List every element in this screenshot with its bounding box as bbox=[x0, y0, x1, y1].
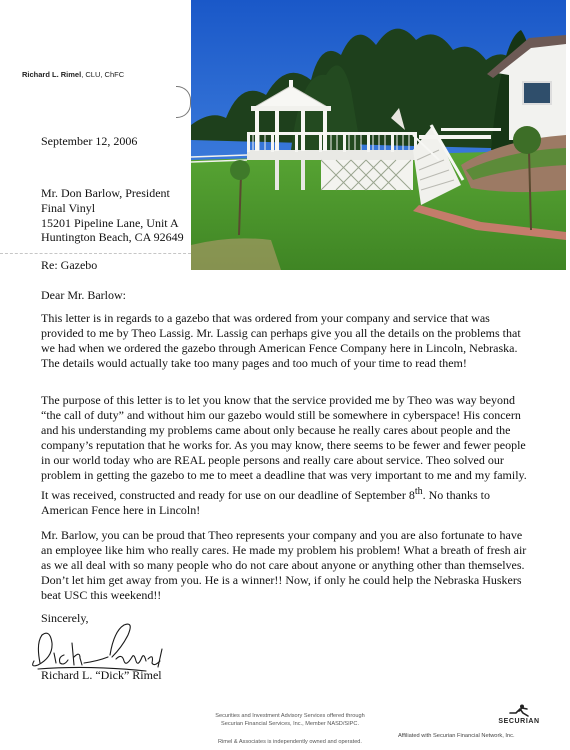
ordinal-suffix: th bbox=[414, 485, 423, 497]
footer-affiliation: Affiliated with Securian Financial Network, Inc. bbox=[398, 733, 515, 739]
closing: Sincerely, bbox=[41, 611, 89, 625]
body-paragraph-2 bbox=[41, 393, 531, 518]
salutation: Dear Mr. Barlow: bbox=[41, 288, 126, 302]
body-paragraph-1: This letter is in regards to a gazebo that was ordered from your company and service that was provided to me by Theo Lassig. Mr. Lassig can perhaps give you all the details on the problems that we had when we ordered the gazebo through American Fence Company here in Lincoln, Nebraska. The details would actually take too many pages and too much of your time to read them! bbox=[41, 311, 521, 371]
dashed-divider bbox=[0, 253, 191, 254]
footer-line: Securities and Investment Advisory Services offered through bbox=[215, 713, 365, 719]
recipient-line: Mr. Don Barlow, President bbox=[41, 186, 170, 200]
paragraph-2-text-end: . No thanks to American Fence here in Lincoln! bbox=[41, 487, 490, 517]
footer-line: Securian Financial Services, Inc., Member NASD/SIPC. bbox=[220, 721, 360, 727]
footer-line: Rimel & Associates is independently owned and operated. bbox=[218, 739, 362, 745]
handwritten-signature bbox=[28, 613, 168, 675]
signature-name: Richard L. “Dick” Rimel bbox=[41, 668, 162, 682]
recipient-line: 15201 Pipeline Lane, Unit A bbox=[41, 215, 179, 230]
recipient-line: Final Vinyl bbox=[41, 200, 96, 215]
body-paragraph-3: Mr. Barlow, you can be proud that Theo represents your company and you are also fortunate to have an employee like him who really cares. He made my problem his problem! What a breath of fresh air as we all deal with so many people who do not care about anyone or anything other than themselves. Don’t let him get away from you. He is a winner!! Now, if only he could help the Nebraska Huskers beat USC this weekend!! bbox=[41, 528, 527, 603]
securian-logo bbox=[478, 704, 560, 725]
margin-bracket-mark bbox=[176, 86, 191, 118]
subject-line: Re: Gazebo bbox=[41, 258, 98, 272]
sender-name: Richard L. Rimel bbox=[22, 70, 82, 79]
letter-date: September 12, 2006 bbox=[41, 134, 138, 148]
logo-text: SECURIAN bbox=[498, 718, 540, 725]
paragraph-2-text: The purpose of this letter is to let you know that the service provided me by Theo was way beyond “the call of duty” and without him our gazebo would still be somewhere in cyberspace! His concern and his understanding my problems came about only because he really cares about people and the company’s reputation that he works for. As you may know, there seems to be fewer and fewer people in our world today who are REAL people persons and really care about service. Theo solved our problem in getting the gazebo to me to meet a deadline that was very important to me and my family. It was received, constructed and ready for use on our deadline of September 8 bbox=[41, 393, 527, 502]
letterhead-sender bbox=[22, 70, 124, 79]
gazebo-photo bbox=[191, 0, 566, 270]
recipient-address bbox=[41, 186, 184, 245]
recipient-line: Huntington Beach, CA 92649 bbox=[41, 230, 184, 245]
sender-credentials: , CLU, ChFC bbox=[81, 70, 125, 79]
footer-disclosure bbox=[155, 712, 425, 746]
runner-icon bbox=[506, 704, 532, 718]
